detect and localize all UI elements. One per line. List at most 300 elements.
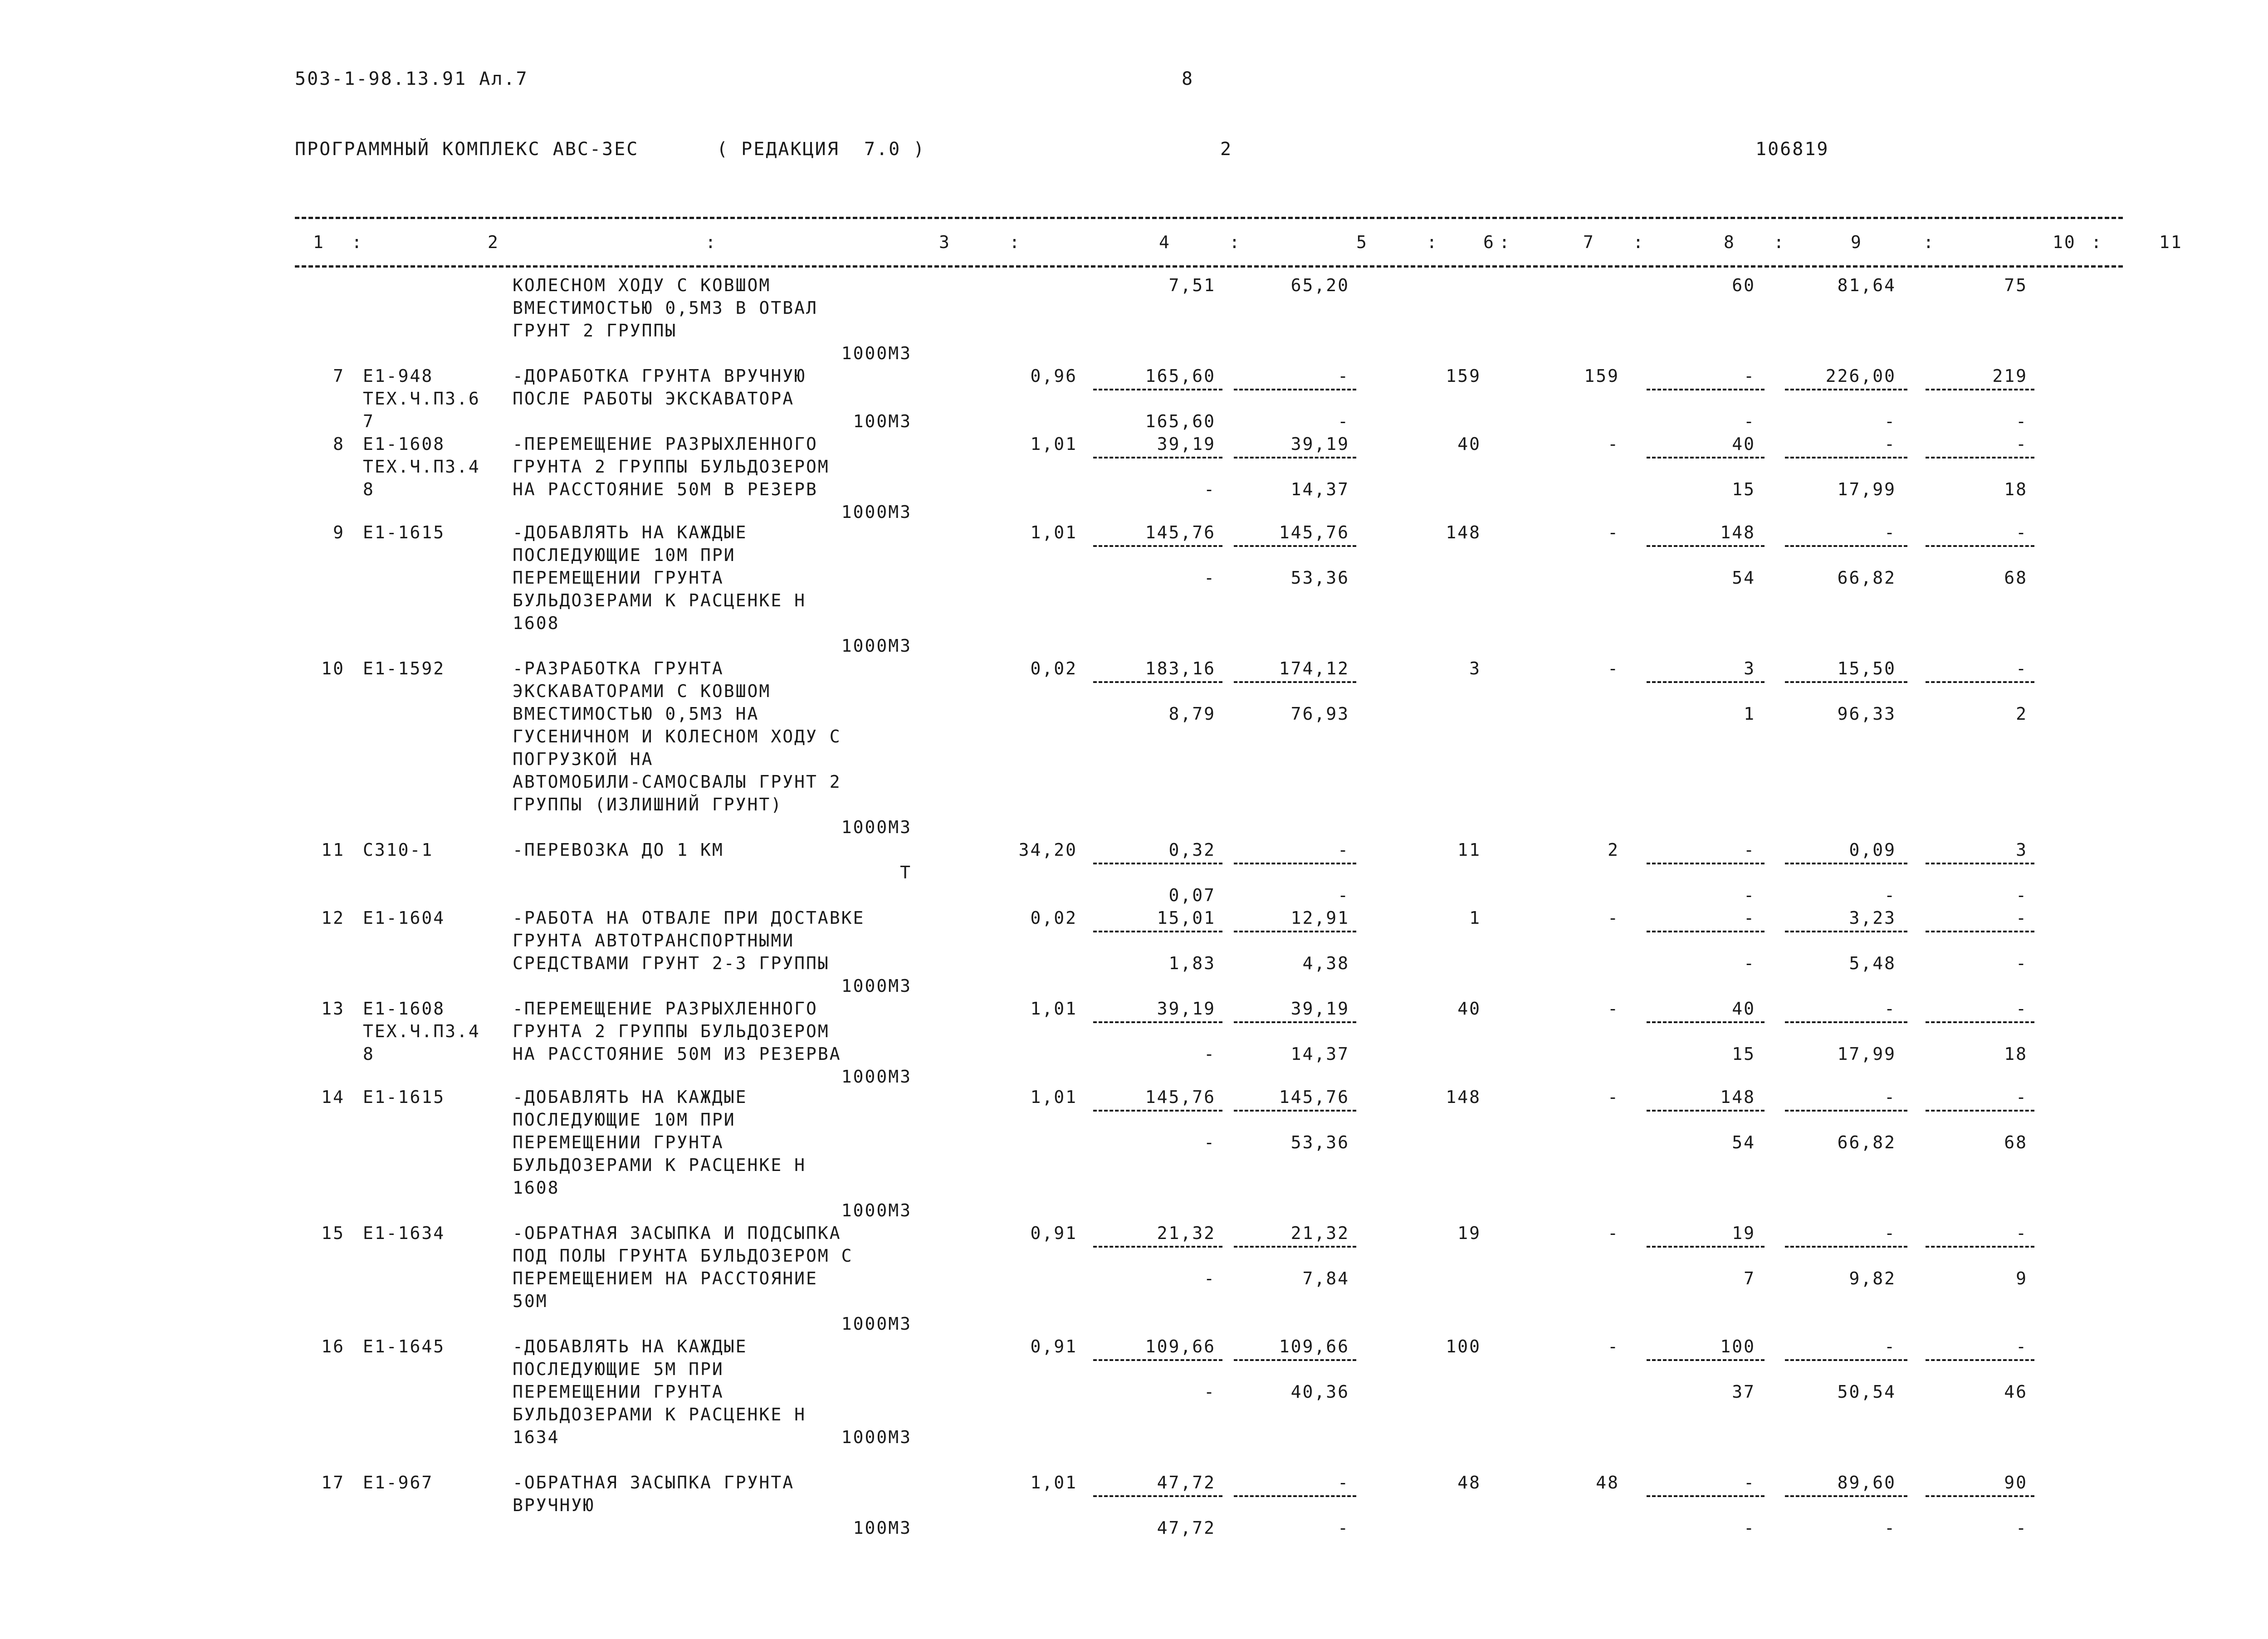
table-top-rule — [295, 217, 2123, 219]
labor-total-machinists: 9 — [2016, 1268, 2028, 1288]
work-description: ГУСЕНИЧНОМ И КОЛЕСНОМ ХОДУ С — [513, 727, 841, 746]
unit-of-measure: Т — [900, 863, 912, 883]
norm-code: Е1-1608 — [363, 999, 445, 1019]
machine-operator-wages: 37 — [1732, 1382, 1755, 1402]
column-number: 4 — [1159, 232, 1171, 252]
value-separator — [1926, 931, 2034, 932]
work-description: ВМЕСТИМОСТЬЮ 0,5М3 НА — [513, 704, 759, 724]
machine-operator-wages: - — [1744, 885, 1755, 905]
value-separator — [1785, 931, 1907, 932]
norm-code: ТЕХ.Ч.П3.4 — [363, 1021, 480, 1041]
unit-cost-total: 0,32 — [1168, 840, 1216, 860]
unit-of-measure: 1000М3 — [841, 1314, 912, 1334]
labor-total-machinists: 18 — [2004, 479, 2028, 499]
row-number: 10 — [321, 659, 345, 678]
work-description: -ОБРАТНАЯ ЗАСЫПКА ГРУНТА — [513, 1473, 795, 1493]
work-description: -ДОБАВЛЯТЬ НА КАЖДЫЕ — [513, 522, 748, 542]
value-separator — [1785, 1110, 1907, 1112]
row-number: 11 — [321, 840, 345, 860]
work-description: ГРУНТА АВТОТРАНСПОРТНЫМИ — [513, 931, 795, 951]
quantity: 0,91 — [1030, 1337, 1077, 1356]
labor-wages: - — [1608, 1337, 1619, 1356]
norm-code: Е1-967 — [363, 1473, 434, 1493]
value-separator — [1093, 681, 1222, 683]
quantity: 1,01 — [1030, 999, 1077, 1019]
unit-cost-machines: 109,66 — [1279, 1337, 1349, 1356]
labor-total-machinists: - — [2016, 411, 2028, 431]
column-separator: : — [1229, 232, 1241, 252]
labor-hours-machinists: - — [1884, 1518, 1896, 1538]
value-separator — [1234, 1110, 1356, 1112]
value-separator — [1926, 1359, 2034, 1361]
column-number: 2 — [488, 232, 499, 252]
unit-cost-total: 183,16 — [1145, 659, 1216, 678]
table-header-rule — [295, 265, 2123, 268]
column-number: 3 — [939, 232, 951, 252]
norm-code: Е1-1634 — [363, 1223, 445, 1243]
unit-cost-operator-wages: 7,84 — [1302, 1268, 1349, 1288]
unit-cost-wages: - — [1204, 479, 1216, 499]
work-description: ПОСЛЕ РАБОТЫ ЭКСКАВАТОРА — [513, 389, 795, 409]
machine-operation: 148 — [1720, 1087, 1755, 1107]
program-name: ПРОГРАММНЫЙ КОМПЛЕКС АВС-3ЕС — [295, 139, 639, 160]
value-separator — [1234, 681, 1356, 683]
work-description: ПОСЛЕДУЮЩИЕ 5М ПРИ — [513, 1359, 724, 1379]
row-number: 16 — [321, 1337, 345, 1356]
work-description: ПЕРЕМЕЩЕНИИ ГРУНТА — [513, 1382, 724, 1402]
unit-of-measure: 1000М3 — [841, 817, 912, 837]
labor-hours-machinists: - — [1884, 411, 1896, 431]
unit-cost-wages: 165,60 — [1145, 411, 1216, 431]
work-description: АВТОМОБИЛИ-САМОСВАЛЫ ГРУНТ 2 — [513, 772, 841, 792]
value-separator — [1647, 863, 1765, 864]
labor-wages: 159 — [1584, 366, 1619, 386]
value-separator — [1234, 1495, 1356, 1497]
labor-total: - — [2016, 434, 2028, 454]
value-separator — [1785, 1495, 1907, 1497]
machine-operator-wages: 15 — [1732, 1044, 1755, 1064]
work-description: ПЕРЕМЕЩЕНИИ ГРУНТА — [513, 1132, 724, 1152]
work-description: ГРУНТА 2 ГРУППЫ БУЛЬДОЗЕРОМ — [513, 1021, 830, 1041]
labor-wages: - — [1608, 908, 1619, 928]
machine-operation: 3 — [1744, 659, 1755, 678]
unit-of-measure: 100М3 — [853, 411, 912, 431]
labor-hours-machinists: 5,48 — [1849, 953, 1896, 973]
unit-cost-wages: - — [1204, 1382, 1216, 1402]
column-number: 9 — [1851, 232, 1862, 252]
labor-hours: - — [1884, 1337, 1896, 1356]
value-separator — [1926, 1021, 2034, 1023]
unit-cost-machines: - — [1338, 1473, 1349, 1493]
value-separator — [1093, 1495, 1222, 1497]
column-separator: : — [2091, 232, 2103, 252]
work-description: ВРУЧНУЮ — [513, 1495, 595, 1515]
work-description: -ПЕРЕВОЗКА ДО 1 КМ — [513, 840, 724, 860]
labor-hours-machinists: 17,99 — [1837, 1044, 1896, 1064]
work-description: ЭКСКАВАТОРАМИ С КОВШОМ — [513, 681, 771, 701]
work-description: 1608 — [513, 613, 560, 633]
labor-hours-machinists: 50,54 — [1837, 1382, 1896, 1402]
machine-operation: - — [1744, 840, 1755, 860]
norm-code: Е1-1592 — [363, 659, 445, 678]
labor-hours-machinists: 96,33 — [1837, 704, 1896, 724]
value-separator — [1093, 1359, 1222, 1361]
value-separator — [1926, 457, 2034, 459]
labor-total: 90 — [2004, 1473, 2028, 1493]
work-description: 1634 — [513, 1427, 560, 1447]
machine-operation: 148 — [1720, 522, 1755, 542]
value-separator — [1647, 457, 1765, 459]
value-separator — [1926, 681, 2034, 683]
work-description: -РАБОТА НА ОТВАЛЕ ПРИ ДОСТАВКЕ — [513, 908, 865, 928]
unit-cost-operator-wages: 76,93 — [1290, 704, 1349, 724]
unit-cost-wages: - — [1204, 1268, 1216, 1288]
norm-code: Е1-1604 — [363, 908, 445, 928]
value-separator — [1093, 457, 1222, 459]
work-description: КОЛЕСНОМ ХОДУ С КОВШОМ — [513, 275, 771, 295]
quantity: 0,02 — [1030, 659, 1077, 678]
unit-cost-total: 145,76 — [1145, 522, 1216, 542]
labor-total: - — [2016, 1087, 2028, 1107]
unit-cost-total: 21,32 — [1157, 1223, 1216, 1243]
value-separator — [1234, 1021, 1356, 1023]
column-number: 10 — [2053, 232, 2076, 252]
labor-total-machinists: 2 — [2016, 704, 2028, 724]
unit-cost-total: 39,19 — [1157, 999, 1216, 1019]
labor-hours: - — [1884, 434, 1896, 454]
column-separator: : — [1923, 232, 1935, 252]
quantity: 1,01 — [1030, 1087, 1077, 1107]
unit-cost-machines: 174,12 — [1279, 659, 1349, 678]
row-number: 8 — [333, 434, 345, 454]
unit-cost-operator-wages: 53,36 — [1290, 1132, 1349, 1152]
labor-hours: 81,64 — [1837, 275, 1896, 295]
norm-code: ТЕХ.Ч.П3.4 — [363, 457, 480, 477]
total-cost: 148 — [1446, 1087, 1481, 1107]
labor-wages: 48 — [1596, 1473, 1619, 1493]
labor-hours: 15,50 — [1837, 659, 1896, 678]
unit-cost-wages: 1,83 — [1168, 953, 1216, 973]
total-cost: 1 — [1469, 908, 1481, 928]
total-cost: 100 — [1446, 1337, 1481, 1356]
column-number: 6 — [1483, 232, 1495, 252]
labor-total-machinists: 46 — [2004, 1382, 2028, 1402]
work-description: -ДОРАБОТКА ГРУНТА ВРУЧНУЮ — [513, 366, 806, 386]
row-number: 7 — [333, 366, 345, 386]
unit-cost-wages: - — [1204, 1132, 1216, 1152]
unit-of-measure: 100М3 — [853, 1518, 912, 1538]
labor-wages: - — [1608, 1223, 1619, 1243]
labor-wages: - — [1608, 522, 1619, 542]
unit-cost-operator-wages: 4,38 — [1302, 953, 1349, 973]
total-cost: 159 — [1446, 366, 1481, 386]
page-number: 8 — [1182, 68, 1194, 89]
value-separator — [1647, 1246, 1765, 1248]
unit-cost-machines: 65,20 — [1290, 275, 1349, 295]
work-description: 50М — [513, 1291, 548, 1311]
unit-of-measure: 1000М3 — [841, 636, 912, 656]
row-number: 9 — [333, 522, 345, 542]
unit-cost-operator-wages: 14,37 — [1290, 479, 1349, 499]
column-number: 7 — [1583, 232, 1595, 252]
value-separator — [1647, 545, 1765, 547]
machine-operator-wages: 7 — [1744, 1268, 1755, 1288]
value-separator — [1234, 545, 1356, 547]
value-separator — [1785, 681, 1907, 683]
machine-operation: 40 — [1732, 434, 1755, 454]
value-separator — [1926, 863, 2034, 864]
labor-hours: - — [1884, 522, 1896, 542]
labor-hours: - — [1884, 1223, 1896, 1243]
column-number: 1 — [313, 232, 325, 252]
work-description: СРЕДСТВАМИ ГРУНТ 2-3 ГРУППЫ — [513, 953, 830, 973]
labor-hours: 89,60 — [1837, 1473, 1896, 1493]
value-separator — [1234, 931, 1356, 932]
labor-hours: 0,09 — [1849, 840, 1896, 860]
value-separator — [1093, 863, 1222, 864]
value-separator — [1785, 545, 1907, 547]
work-description: ПЕРЕМЕЩЕНИЕМ НА РАССТОЯНИЕ — [513, 1268, 818, 1288]
labor-hours: - — [1884, 999, 1896, 1019]
labor-total: - — [2016, 522, 2028, 542]
unit-cost-total: 15,01 — [1157, 908, 1216, 928]
unit-cost-wages: - — [1204, 1044, 1216, 1064]
labor-wages: 2 — [1608, 840, 1619, 860]
value-separator — [1647, 1021, 1765, 1023]
quantity: 0,96 — [1030, 366, 1077, 386]
labor-wages: - — [1608, 434, 1619, 454]
value-separator — [1647, 1495, 1765, 1497]
quantity: 0,91 — [1030, 1223, 1077, 1243]
quantity: 1,01 — [1030, 522, 1077, 542]
work-description: БУЛЬДОЗЕРАМИ К РАСЦЕНКЕ Н — [513, 590, 806, 610]
work-description: -ДОБАВЛЯТЬ НА КАЖДЫЕ — [513, 1337, 748, 1356]
row-number: 12 — [321, 908, 345, 928]
work-description: ПОСЛЕДУЮЩИЕ 10М ПРИ — [513, 545, 736, 565]
value-separator — [1647, 1359, 1765, 1361]
value-separator — [1785, 1021, 1907, 1023]
labor-hours: 226,00 — [1825, 366, 1896, 386]
labor-wages: - — [1608, 1087, 1619, 1107]
machine-operation: 100 — [1720, 1337, 1755, 1356]
total-cost: 3 — [1469, 659, 1481, 678]
labor-total: 3 — [2016, 840, 2028, 860]
value-separator — [1647, 1110, 1765, 1112]
labor-total-machinists: 18 — [2004, 1044, 2028, 1064]
labor-total: - — [2016, 999, 2028, 1019]
work-description: ПОГРУЗКОЙ НА — [513, 749, 654, 769]
machine-operation: 19 — [1732, 1223, 1755, 1243]
value-separator — [1785, 389, 1907, 390]
unit-cost-total: 7,51 — [1168, 275, 1216, 295]
machine-operation: - — [1744, 366, 1755, 386]
unit-cost-wages: 47,72 — [1157, 1518, 1216, 1538]
labor-wages: - — [1608, 659, 1619, 678]
value-separator — [1785, 863, 1907, 864]
document-code: 503-1-98.13.91 Ал.7 — [295, 68, 528, 89]
norm-code: Е1-1615 — [363, 1087, 445, 1107]
labor-hours: 3,23 — [1849, 908, 1896, 928]
machine-operator-wages: 1 — [1744, 704, 1755, 724]
work-description: ГРУППЫ (ИЗЛИШНИЙ ГРУНТ) — [513, 795, 783, 815]
unit-cost-total: 145,76 — [1145, 1087, 1216, 1107]
unit-cost-total: 109,66 — [1145, 1337, 1216, 1356]
total-cost: 11 — [1457, 840, 1481, 860]
norm-code: С310-1 — [363, 840, 434, 860]
work-description: ПЕРЕМЕЩЕНИИ ГРУНТА — [513, 568, 724, 588]
labor-total-machinists: 68 — [2004, 568, 2028, 588]
value-separator — [1234, 457, 1356, 459]
unit-of-measure: 1000М3 — [841, 502, 912, 522]
unit-cost-machines: 39,19 — [1290, 434, 1349, 454]
norm-code: ТЕХ.Ч.П3.6 — [363, 389, 480, 409]
work-description: БУЛЬДОЗЕРАМИ К РАСЦЕНКЕ Н — [513, 1155, 806, 1175]
labor-hours-machinists: 66,82 — [1837, 1132, 1896, 1152]
work-description: ПОД ПОЛЫ ГРУНТА БУЛЬДОЗЕРОМ С — [513, 1246, 853, 1266]
work-description: НА РАССТОЯНИЕ 50М В РЕЗЕРВ — [513, 479, 818, 499]
labor-total: 75 — [2004, 275, 2028, 295]
section-number: 2 — [1220, 139, 1233, 160]
norm-code: 8 — [363, 1044, 375, 1064]
total-cost: 19 — [1457, 1223, 1481, 1243]
unit-cost-operator-wages: 53,36 — [1290, 568, 1349, 588]
value-separator — [1093, 1110, 1222, 1112]
labor-wages: - — [1608, 999, 1619, 1019]
machine-operation: - — [1744, 1473, 1755, 1493]
unit-cost-machines: 145,76 — [1279, 1087, 1349, 1107]
labor-total: 219 — [1992, 366, 2028, 386]
total-cost: 48 — [1457, 1473, 1481, 1493]
estimate-code: 106819 — [1755, 139, 1829, 160]
unit-cost-wages: - — [1204, 568, 1216, 588]
labor-total: - — [2016, 1223, 2028, 1243]
unit-of-measure: 1000М3 — [841, 1067, 912, 1087]
value-separator — [1785, 457, 1907, 459]
unit-cost-machines: 21,32 — [1290, 1223, 1349, 1243]
unit-of-measure: 1000М3 — [841, 1427, 912, 1447]
unit-cost-operator-wages: 40,36 — [1290, 1382, 1349, 1402]
work-description: ГРУНТ 2 ГРУППЫ — [513, 321, 677, 341]
value-separator — [1926, 389, 2034, 390]
column-separator: : — [1774, 232, 1785, 252]
total-cost: 40 — [1457, 434, 1481, 454]
row-number: 13 — [321, 999, 345, 1019]
unit-cost-machines: 12,91 — [1290, 908, 1349, 928]
total-cost: 148 — [1446, 522, 1481, 542]
labor-total: - — [2016, 908, 2028, 928]
unit-cost-total: 165,60 — [1145, 366, 1216, 386]
labor-hours-machinists: - — [1884, 885, 1896, 905]
norm-code: 7 — [363, 411, 375, 431]
value-separator — [1093, 389, 1222, 390]
value-separator — [1234, 389, 1356, 390]
labor-hours-machinists: 9,82 — [1849, 1268, 1896, 1288]
work-description: БУЛЬДОЗЕРАМИ К РАСЦЕНКЕ Н — [513, 1405, 806, 1424]
machine-operator-wages: 54 — [1732, 568, 1755, 588]
norm-code: Е1-948 — [363, 366, 434, 386]
unit-cost-operator-wages: - — [1338, 1518, 1349, 1538]
column-number: 11 — [2159, 232, 2183, 252]
row-number: 15 — [321, 1223, 345, 1243]
machine-operation: 40 — [1732, 999, 1755, 1019]
unit-cost-machines: 145,76 — [1279, 522, 1349, 542]
row-number: 14 — [321, 1087, 345, 1107]
value-separator — [1926, 545, 2034, 547]
work-description: ГРУНТА 2 ГРУППЫ БУЛЬДОЗЕРОМ — [513, 457, 830, 477]
value-separator — [1926, 1495, 2034, 1497]
norm-code: Е1-1645 — [363, 1337, 445, 1356]
machine-operation: 60 — [1732, 275, 1755, 295]
unit-cost-total: 39,19 — [1157, 434, 1216, 454]
unit-cost-operator-wages: - — [1338, 885, 1349, 905]
total-cost: 40 — [1457, 999, 1481, 1019]
norm-code: Е1-1615 — [363, 522, 445, 542]
labor-total-machinists: - — [2016, 953, 2028, 973]
value-separator — [1234, 1359, 1356, 1361]
column-separator: : — [1499, 232, 1511, 252]
machine-operator-wages: - — [1744, 411, 1755, 431]
labor-hours-machinists: 66,82 — [1837, 568, 1896, 588]
column-separator: : — [352, 232, 363, 252]
work-description: 1608 — [513, 1178, 560, 1198]
column-number: 8 — [1724, 232, 1735, 252]
unit-cost-machines: 39,19 — [1290, 999, 1349, 1019]
work-description: -ПЕРЕМЕЩЕНИЕ РАЗРЫХЛЕННОГО — [513, 999, 818, 1019]
labor-hours: - — [1884, 1087, 1896, 1107]
value-separator — [1093, 1021, 1222, 1023]
quantity: 1,01 — [1030, 1473, 1077, 1493]
column-separator: : — [1009, 232, 1021, 252]
value-separator — [1647, 681, 1765, 683]
value-separator — [1234, 863, 1356, 864]
value-separator — [1926, 1246, 2034, 1248]
labor-hours-machinists: 17,99 — [1837, 479, 1896, 499]
column-separator: : — [705, 232, 717, 252]
labor-total: - — [2016, 1337, 2028, 1356]
norm-code: Е1-1608 — [363, 434, 445, 454]
labor-total-machinists: - — [2016, 1518, 2028, 1538]
value-separator — [1647, 931, 1765, 932]
value-separator — [1093, 545, 1222, 547]
machine-operator-wages: 15 — [1732, 479, 1755, 499]
program-edition: ( РЕДАКЦИЯ 7.0 ) — [717, 139, 926, 160]
unit-of-measure: 1000М3 — [841, 1200, 912, 1220]
quantity: 1,01 — [1030, 434, 1077, 454]
value-separator — [1093, 931, 1222, 932]
row-number: 17 — [321, 1473, 345, 1493]
value-separator — [1234, 1246, 1356, 1248]
unit-cost-operator-wages: - — [1338, 411, 1349, 431]
unit-of-measure: 1000М3 — [841, 343, 912, 363]
work-description: -ОБРАТНАЯ ЗАСЫПКА И ПОДСЫПКА — [513, 1223, 841, 1243]
quantity: 0,02 — [1030, 908, 1077, 928]
norm-code: 8 — [363, 479, 375, 499]
labor-total: - — [2016, 659, 2028, 678]
value-separator — [1647, 389, 1765, 390]
labor-total-machinists: 68 — [2004, 1132, 2028, 1152]
value-separator — [1785, 1359, 1907, 1361]
quantity: 34,20 — [1018, 840, 1077, 860]
labor-total-machinists: - — [2016, 885, 2028, 905]
column-separator: : — [1633, 232, 1645, 252]
unit-cost-operator-wages: 14,37 — [1290, 1044, 1349, 1064]
value-separator — [1926, 1110, 2034, 1112]
unit-of-measure: 1000М3 — [841, 976, 912, 996]
work-description: -ДОБАВЛЯТЬ НА КАЖДЫЕ — [513, 1087, 748, 1107]
work-description: ПОСЛЕДУЮЩИЕ 10М ПРИ — [513, 1110, 736, 1130]
work-description: -РАЗРАБОТКА ГРУНТА — [513, 659, 724, 678]
unit-cost-wages: 0,07 — [1168, 885, 1216, 905]
